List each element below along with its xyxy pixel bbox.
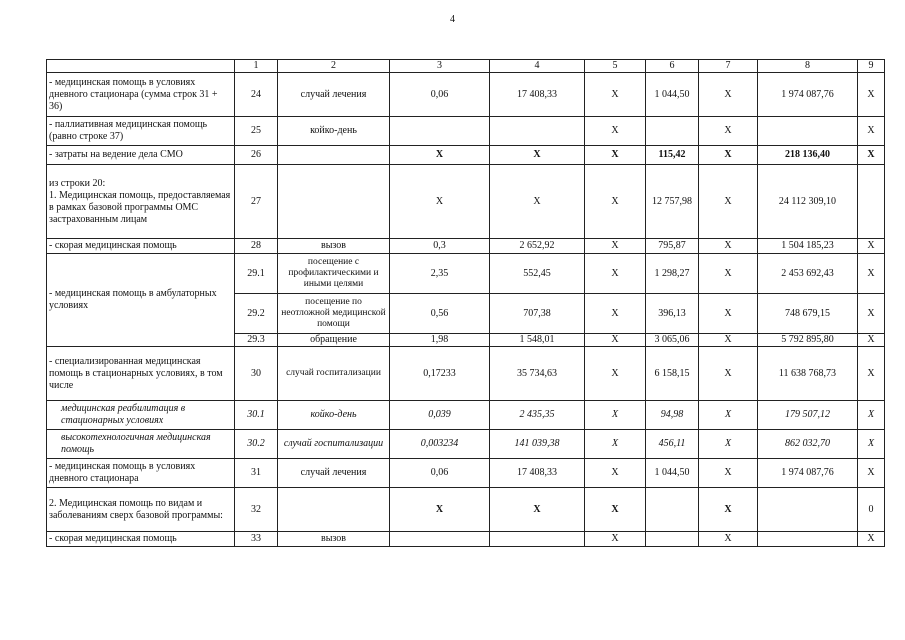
- value-cell: X: [858, 73, 885, 117]
- value-cell: 5 792 895,80: [758, 334, 858, 347]
- value-cell: 1 504 185,23: [758, 239, 858, 254]
- table-row: [47, 532, 885, 547]
- value-cell: X: [490, 165, 585, 239]
- value-cell: X: [699, 401, 758, 430]
- row-number: 29.1: [235, 254, 278, 294]
- value-cell: X: [585, 334, 646, 347]
- value-cell: X: [699, 165, 758, 239]
- unit-cell: случай лечения: [278, 73, 390, 117]
- value-cell: X: [699, 117, 758, 146]
- value-cell: X: [858, 401, 885, 430]
- row-number: 28: [235, 239, 278, 254]
- table-row: [47, 117, 885, 146]
- value-cell: 24 112 309,10: [758, 165, 858, 239]
- row-number: 30: [235, 347, 278, 401]
- value-cell: X: [585, 146, 646, 165]
- column-header: 6: [646, 60, 699, 73]
- table-row: [47, 239, 885, 254]
- row-number: 33: [235, 532, 278, 547]
- value-cell: 2 652,92: [490, 239, 585, 254]
- value-cell: 707,38: [490, 294, 585, 334]
- unit-cell: посещение с профилактическими и иными целями: [278, 254, 390, 294]
- row-label: - скорая медицинская помощь: [47, 532, 235, 547]
- value-cell: X: [858, 532, 885, 547]
- value-cell: X: [585, 401, 646, 430]
- value-cell: 17 408,33: [490, 73, 585, 117]
- unit-cell: случай госпитализации: [278, 347, 390, 401]
- value-cell: 115,42: [646, 146, 699, 165]
- value-cell: X: [858, 430, 885, 459]
- value-cell: X: [585, 239, 646, 254]
- value-cell: X: [699, 73, 758, 117]
- value-cell: 396,13: [646, 294, 699, 334]
- value-cell: [858, 165, 885, 239]
- value-cell: X: [699, 459, 758, 488]
- unit-cell: случай госпитализации: [278, 430, 390, 459]
- value-cell: X: [858, 146, 885, 165]
- value-cell: 2 435,35: [490, 401, 585, 430]
- value-cell: 2,35: [390, 254, 490, 294]
- value-cell: X: [585, 165, 646, 239]
- value-cell: 1 974 087,76: [758, 459, 858, 488]
- value-cell: 0,56: [390, 294, 490, 334]
- table-row: [47, 146, 885, 165]
- value-cell: 0,003234: [390, 430, 490, 459]
- value-cell: X: [858, 459, 885, 488]
- column-header: 2: [278, 60, 390, 73]
- value-cell: X: [699, 488, 758, 532]
- unit-cell: койко-день: [278, 401, 390, 430]
- value-cell: 0,06: [390, 459, 490, 488]
- value-cell: 862 032,70: [758, 430, 858, 459]
- value-cell: 1 044,50: [646, 459, 699, 488]
- value-cell: X: [699, 294, 758, 334]
- value-cell: X: [490, 146, 585, 165]
- value-cell: 0,3: [390, 239, 490, 254]
- value-cell: [646, 532, 699, 547]
- value-cell: X: [390, 165, 490, 239]
- value-cell: X: [699, 239, 758, 254]
- column-header: 5: [585, 60, 646, 73]
- value-cell: 1 548,01: [490, 334, 585, 347]
- value-cell: 94,98: [646, 401, 699, 430]
- row-label: 2. Медицинская помощь по видам и заболеваниям сверх базовой программы:: [47, 488, 235, 532]
- value-cell: X: [699, 146, 758, 165]
- row-number: 29.3: [235, 334, 278, 347]
- row-number: 30.1: [235, 401, 278, 430]
- row-label: - медицинская помощь в условиях дневного стационара (сумма строк 31 + 36): [47, 73, 235, 117]
- table-row: [47, 347, 885, 401]
- page-number: 4: [450, 14, 455, 25]
- value-cell: 12 757,98: [646, 165, 699, 239]
- row-number: 31: [235, 459, 278, 488]
- column-header: 4: [490, 60, 585, 73]
- row-number: 26: [235, 146, 278, 165]
- value-cell: 1,98: [390, 334, 490, 347]
- value-cell: X: [585, 488, 646, 532]
- value-cell: X: [699, 334, 758, 347]
- value-cell: [490, 117, 585, 146]
- unit-cell: койко-день: [278, 117, 390, 146]
- column-header: 1: [235, 60, 278, 73]
- value-cell: 6 158,15: [646, 347, 699, 401]
- value-cell: 795,87: [646, 239, 699, 254]
- value-cell: [758, 488, 858, 532]
- value-cell: X: [699, 347, 758, 401]
- table-row: [47, 401, 885, 430]
- value-cell: 1 044,50: [646, 73, 699, 117]
- table-row: [47, 430, 885, 459]
- value-cell: X: [858, 254, 885, 294]
- value-cell: 179 507,12: [758, 401, 858, 430]
- value-cell: [646, 488, 699, 532]
- value-cell: 0: [858, 488, 885, 532]
- row-label: - скорая медицинская помощь: [47, 239, 235, 254]
- value-cell: 1 298,27: [646, 254, 699, 294]
- column-header: 8: [758, 60, 858, 73]
- row-label: медицинская реабилитация в стационарных условиях: [47, 401, 235, 430]
- value-cell: 0,039: [390, 401, 490, 430]
- row-number: 30.2: [235, 430, 278, 459]
- value-cell: 2 453 692,43: [758, 254, 858, 294]
- row-number: 29.2: [235, 294, 278, 334]
- value-cell: X: [585, 532, 646, 547]
- value-cell: X: [858, 294, 885, 334]
- unit-cell: вызов: [278, 239, 390, 254]
- value-cell: X: [858, 239, 885, 254]
- value-cell: [646, 117, 699, 146]
- value-cell: [390, 532, 490, 547]
- column-header: 3: [390, 60, 490, 73]
- value-cell: 141 039,38: [490, 430, 585, 459]
- row-number: 25: [235, 117, 278, 146]
- row-label: - медицинская помощь в амбулаторных условиях: [47, 254, 235, 347]
- value-cell: 11 638 768,73: [758, 347, 858, 401]
- value-cell: [758, 532, 858, 547]
- row-label: - паллиативная медицинская помощь (равно строке 37): [47, 117, 235, 146]
- value-cell: X: [585, 347, 646, 401]
- value-cell: 218 136,40: [758, 146, 858, 165]
- value-cell: X: [858, 117, 885, 146]
- column-header: 9: [858, 60, 885, 73]
- value-cell: [390, 117, 490, 146]
- value-cell: X: [699, 532, 758, 547]
- value-cell: X: [585, 430, 646, 459]
- value-cell: X: [585, 459, 646, 488]
- value-cell: X: [858, 347, 885, 401]
- value-cell: 552,45: [490, 254, 585, 294]
- value-cell: 0,17233: [390, 347, 490, 401]
- unit-cell: [278, 146, 390, 165]
- value-cell: X: [585, 294, 646, 334]
- value-cell: X: [585, 117, 646, 146]
- row-number: 27: [235, 165, 278, 239]
- value-cell: X: [858, 334, 885, 347]
- value-cell: 456,11: [646, 430, 699, 459]
- table-row: [47, 73, 885, 117]
- row-label: высокотехнологичная медицинская помощь: [47, 430, 235, 459]
- financial-table: [46, 59, 885, 547]
- value-cell: X: [585, 73, 646, 117]
- row-label: из строки 20: 1. Медицинская помощь, предоставляемая в рамках базовой программы ОМС застрахованным лицам: [47, 165, 235, 239]
- row-number: 32: [235, 488, 278, 532]
- table-row: [47, 165, 885, 239]
- row-label: - медицинская помощь в условиях дневного стационара: [47, 459, 235, 488]
- unit-cell: посещение по неотложной медицинской помощи: [278, 294, 390, 334]
- row-label: - затраты на ведение дела СМО: [47, 146, 235, 165]
- value-cell: 35 734,63: [490, 347, 585, 401]
- unit-cell: [278, 165, 390, 239]
- unit-cell: вызов: [278, 532, 390, 547]
- value-cell: 3 065,06: [646, 334, 699, 347]
- column-number-row: [47, 60, 885, 73]
- value-cell: X: [699, 430, 758, 459]
- value-cell: 17 408,33: [490, 459, 585, 488]
- unit-cell: [278, 488, 390, 532]
- value-cell: [490, 532, 585, 547]
- table-row: [47, 488, 885, 532]
- value-cell: 1 974 087,76: [758, 73, 858, 117]
- column-header: 7: [699, 60, 758, 73]
- table-row: [47, 459, 885, 488]
- value-cell: X: [390, 146, 490, 165]
- value-cell: 748 679,15: [758, 294, 858, 334]
- value-cell: X: [585, 254, 646, 294]
- row-number: 24: [235, 73, 278, 117]
- value-cell: X: [699, 254, 758, 294]
- row-label: - специализированная медицинская помощь в стационарных условиях, в том числе: [47, 347, 235, 401]
- unit-cell: случай лечения: [278, 459, 390, 488]
- value-cell: X: [490, 488, 585, 532]
- value-cell: [758, 117, 858, 146]
- value-cell: 0,06: [390, 73, 490, 117]
- value-cell: X: [390, 488, 490, 532]
- table-row: [47, 254, 885, 294]
- unit-cell: обращение: [278, 334, 390, 347]
- column-header-name: [47, 60, 235, 73]
